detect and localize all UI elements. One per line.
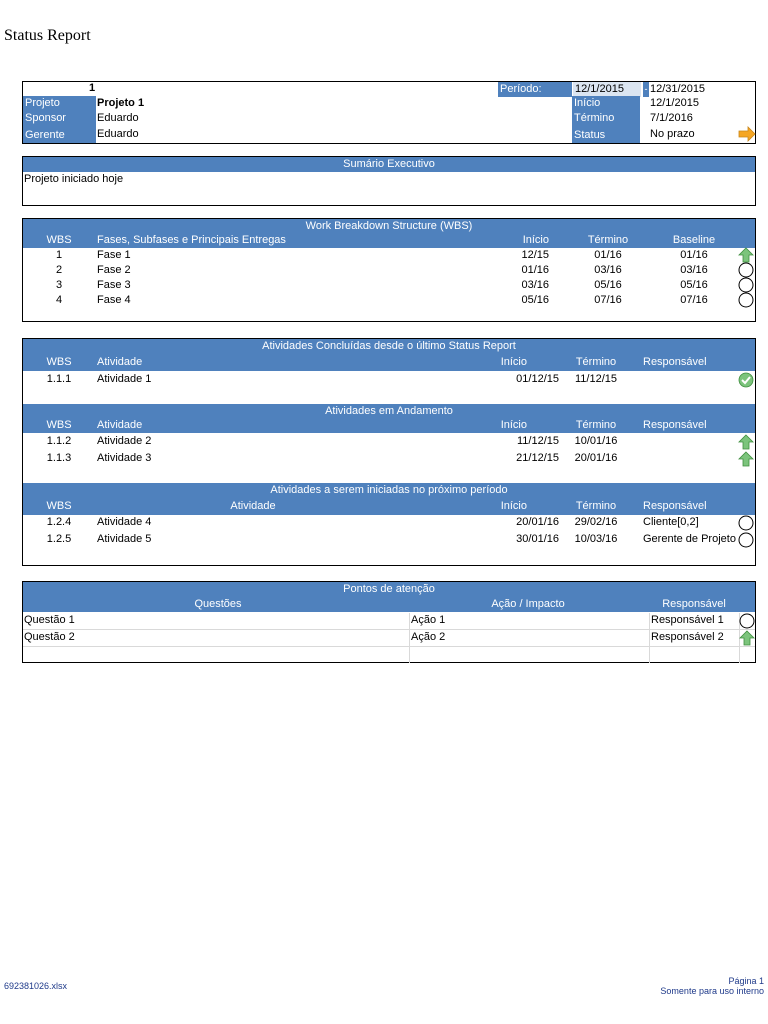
activity-inicio: 20/01/16 [516, 516, 559, 528]
termino-value: 7/1/2016 [650, 112, 693, 124]
activity-responsavel: Gerente de Projeto [643, 533, 736, 545]
wbs-col-fases: Fases, Subfases e Principais Entregas [97, 234, 286, 246]
wbs-code: 2 [55, 264, 63, 276]
wbs-inicio: 03/16 [521, 279, 549, 291]
green-check-icon [738, 372, 754, 388]
wbs-col-termino: Término [587, 234, 629, 246]
inicio-value: 12/1/2015 [650, 97, 699, 109]
projeto-label: Projeto [23, 96, 96, 111]
wbs-col-baseline: Baseline [672, 234, 716, 246]
empty-circle-icon [738, 277, 754, 293]
activity-name: Atividade 4 [97, 516, 152, 528]
wbs-baseline: 05/16 [680, 279, 708, 291]
pontos-responsavel: Responsável 2 [651, 631, 724, 643]
atividades-section [22, 338, 756, 566]
wbs-col-wbs: WBS [46, 234, 72, 246]
status-value: No prazo [650, 128, 695, 140]
pontos-responsavel: Responsável 1 [651, 614, 724, 626]
wbs-code: 3 [55, 279, 63, 291]
concluidas-col-responsavel: Responsável [643, 356, 707, 368]
wbs-inicio: 05/16 [521, 294, 549, 306]
wbs-inicio: 01/16 [521, 264, 549, 276]
wbs-name: Fase 4 [97, 294, 131, 306]
activity-name: Atividade 2 [97, 435, 152, 447]
proximas-col-responsavel: Responsável [643, 500, 707, 512]
andamento-col-responsavel: Responsável [643, 419, 707, 431]
sumario-executivo [22, 156, 756, 206]
periodo-separator: - [643, 82, 649, 97]
wbs-header [23, 219, 755, 248]
footer-page: Página 1 [728, 976, 764, 986]
proximas-title: Atividades a serem iniciadas no próximo período [270, 484, 508, 496]
orange-right-arrow-icon [738, 126, 756, 142]
pontos-header [23, 582, 755, 612]
wbs-name: Fase 2 [97, 264, 131, 276]
concluidas-col-inicio: Início [500, 356, 527, 368]
projeto-value: Projeto 1 [97, 97, 145, 109]
wbs-termino: 01/16 [594, 249, 622, 261]
concluidas-col-termino: Término [575, 356, 617, 368]
activity-termino: 10/03/16 [574, 533, 618, 545]
activity-termino: 29/02/16 [574, 516, 618, 528]
activity-termino: 11/12/15 [574, 373, 617, 385]
proximas-col-wbs: WBS [46, 500, 72, 512]
activity-termino: 10/01/16 [574, 435, 618, 447]
gerente-label: Gerente [23, 126, 96, 143]
status-label: Status [572, 126, 640, 143]
wbs-termino: 07/16 [594, 294, 622, 306]
project-header [22, 81, 756, 144]
activity-wbs: 1.2.4 [46, 516, 72, 528]
activity-inicio: 30/01/16 [516, 533, 559, 545]
wbs-code: 1 [55, 249, 63, 261]
pontos-col-acao: Ação / Impacto [491, 598, 565, 610]
pontos-questao: Questão 2 [24, 631, 75, 643]
wbs-inicio: 12/15 [521, 249, 549, 261]
proximas-header [23, 483, 755, 515]
andamento-col-inicio: Início [500, 419, 527, 431]
empty-circle-icon [738, 532, 754, 548]
andamento-col-wbs: WBS [46, 419, 72, 431]
wbs-baseline: 01/16 [680, 249, 708, 261]
proximas-col-inicio: Início [500, 500, 527, 512]
andamento-col-termino: Término [575, 419, 617, 431]
pontos-acao: Ação 2 [411, 631, 446, 643]
activity-wbs: 1.1.2 [46, 435, 72, 447]
concluidas-title: Atividades Concluídas desde o último Status Report [262, 340, 516, 352]
green-up-arrow-icon [738, 434, 754, 450]
sponsor-label: Sponsor [23, 111, 96, 126]
activity-termino: 20/01/16 [574, 452, 618, 464]
proximas-col-termino: Término [575, 500, 617, 512]
activity-inicio: 21/12/15 [516, 452, 559, 464]
wbs-section [22, 218, 756, 322]
sumario-text: Projeto iniciado hoje [24, 173, 124, 185]
wbs-termino: 03/16 [594, 264, 622, 276]
report-number: 1 [89, 82, 96, 94]
andamento-title: Atividades em Andamento [325, 405, 453, 417]
pontos-col-questoes: Questões [194, 598, 242, 610]
footer-note: Somente para uso interno [660, 986, 764, 996]
concluidas-header [23, 339, 755, 371]
periodo-label: Período: [498, 82, 572, 97]
andamento-header [23, 404, 755, 433]
sponsor-value: Eduardo [97, 112, 139, 124]
wbs-baseline: 07/16 [680, 294, 708, 306]
gerente-value: Eduardo [97, 128, 139, 140]
activity-wbs: 1.2.5 [46, 533, 72, 545]
pontos-section [22, 581, 756, 663]
footer-filename: 692381026.xlsx [4, 981, 68, 991]
sumario-title: Sumário Executivo [23, 157, 755, 172]
empty-circle-icon [738, 515, 754, 531]
andamento-col-atividade: Atividade [97, 419, 143, 431]
empty-circle-icon [738, 262, 754, 278]
pontos-acao: Ação 1 [411, 614, 446, 626]
green-up-arrow-icon [738, 451, 754, 467]
activity-name: Atividade 1 [97, 373, 152, 385]
wbs-termino: 05/16 [594, 279, 622, 291]
termino-label: Término [572, 111, 640, 126]
activity-name: Atividade 5 [97, 533, 152, 545]
pontos-title: Pontos de atenção [343, 583, 435, 595]
activity-wbs: 1.1.3 [46, 452, 72, 464]
periodo-end: 12/31/2015 [650, 83, 706, 95]
empty-circle-icon [739, 613, 755, 629]
activity-name: Atividade 3 [97, 452, 152, 464]
proximas-col-atividade: Atividade [230, 500, 276, 512]
wbs-name: Fase 1 [97, 249, 131, 261]
wbs-title: Work Breakdown Structure (WBS) [305, 220, 473, 232]
activity-inicio: 11/12/15 [516, 435, 559, 447]
wbs-code: 4 [55, 294, 63, 306]
concluidas-col-wbs: WBS [46, 356, 72, 368]
activity-responsavel: Cliente[0,2] [643, 516, 699, 528]
wbs-baseline: 03/16 [680, 264, 708, 276]
report-title: Status Report [4, 27, 91, 44]
pontos-questao: Questão 1 [24, 614, 75, 626]
activity-wbs: 1.1.1 [46, 373, 72, 385]
green-up-arrow-icon [739, 630, 755, 646]
concluidas-col-atividade: Atividade [97, 356, 143, 368]
empty-circle-icon [738, 292, 754, 308]
pontos-col-responsavel: Responsável [662, 598, 726, 610]
green-up-arrow-icon [738, 247, 754, 263]
wbs-name: Fase 3 [97, 279, 131, 291]
wbs-col-inicio: Início [522, 234, 549, 246]
activity-inicio: 01/12/15 [516, 373, 559, 385]
periodo-start: 12/1/2015 [573, 82, 641, 97]
inicio-label: Início [572, 96, 640, 111]
